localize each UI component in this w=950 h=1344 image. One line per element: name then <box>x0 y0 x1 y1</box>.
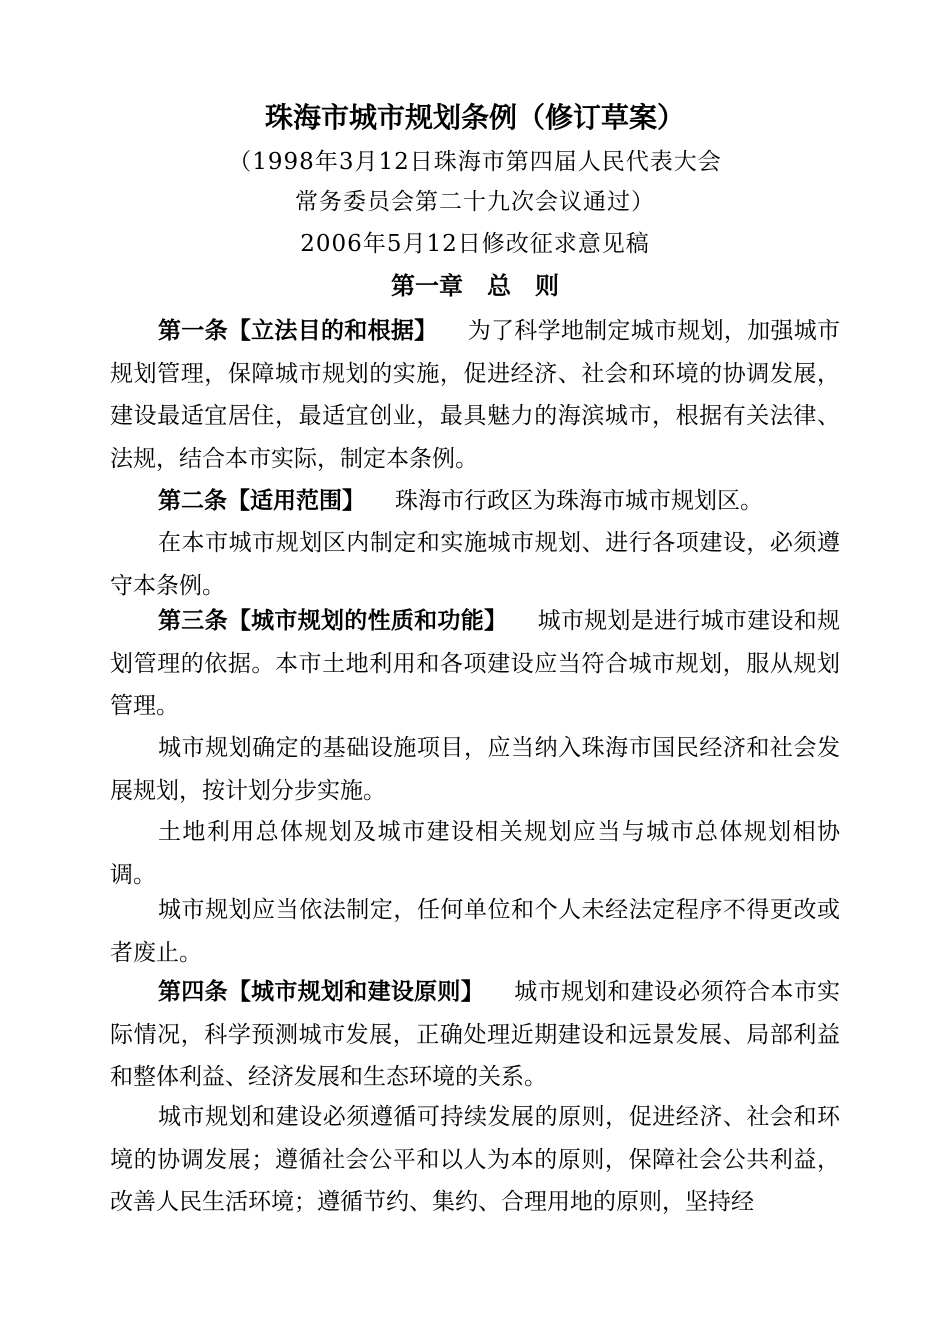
document-title: 珠海市城市规划条例（修订草案） <box>264 101 685 134</box>
chapter-heading: 第一章 总 则 <box>391 272 559 300</box>
article-text: 城市规划确定的基础设施项目，应当纳入珠海市国民经济和社会发展规划，按计划分步实施。 <box>110 735 840 804</box>
article-text: 土地利用总体规划及城市建设相关规划应当与城市总体规划相协调。 <box>110 819 840 888</box>
article-text: 为了科学地制定城市规划，加强城市规划管理，保障城市规划的实施，促进经济、社会和环境的协调发展，建设最适宜居住，最适宜创业，最具魅力的海滨城市，根据有关法律、法规，结合本市实际，制定本条例。 <box>110 318 841 472</box>
article-text: 城市规划和建设必须符合本市实际情况，科学预测城市发展，正确处理近期建设和远景发展、局部利益和整体利益、经济发展和生态环境的关系。 <box>110 979 841 1090</box>
article-text: 珠海市行政区为珠海市城市规划区。 <box>395 488 763 514</box>
article-text: 城市规划是进行城市建设和规划管理的依据。本市土地利用和各项建设应当符合城市规划，服从规划管理。 <box>110 608 841 719</box>
article-paragraph <box>110 1096 840 1224</box>
article-paragraph <box>110 600 840 728</box>
article-heading: 第二条【适用范围】 <box>158 488 365 514</box>
subtitle-line-2: 常务委员会第二十九次会议通过） <box>295 189 655 215</box>
article-heading: 第一条【立法目的和根据】 <box>158 318 438 344</box>
article-heading: 第四条【城市规划和建设原则】 <box>158 979 484 1005</box>
article-text: 在本市城市规划区内制定和实施城市规划、进行各项建设，必须遵守本条例。 <box>110 530 840 599</box>
subtitle-line-1: （1998年3月12日珠海市第四届人民代表大会 <box>228 149 722 175</box>
article-paragraph <box>110 310 840 480</box>
article-heading: 第三条【城市规划的性质和功能】 <box>158 608 508 634</box>
article-paragraph <box>110 811 840 896</box>
article-text: 城市规划应当依法制定，任何单位和个人未经法定程序不得更改或者废止。 <box>110 897 840 966</box>
article-paragraph <box>110 889 840 974</box>
subtitle-line-3: 2006年5月12日修改征求意见稿 <box>300 231 650 257</box>
article-text: 城市规划和建设必须遵循可持续发展的原则，促进经济、社会和环境的协调发展；遵循社会公平和以人为本的原则，保障社会公共利益，改善人民生活环境；遵循节约、集约、合理用地的原则，坚持经 <box>110 1104 840 1215</box>
article-paragraph <box>110 480 840 523</box>
article-paragraph <box>110 971 840 1099</box>
article-paragraph <box>110 727 840 812</box>
article-paragraph <box>110 522 840 607</box>
